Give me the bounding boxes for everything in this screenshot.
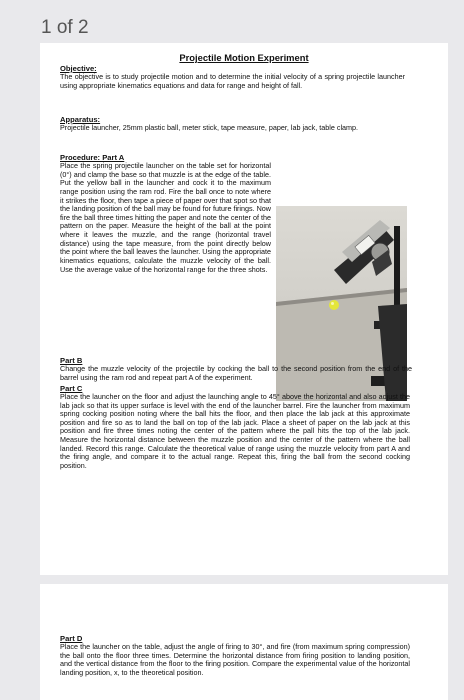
apparatus-heading: Apparatus: [60, 115, 101, 124]
part-a-heading: Procedure: Part A [60, 153, 125, 162]
document-page-2 [40, 584, 448, 700]
part-a-text: Place the spring projectile launcher on the table set for horizontal (0°) and clamp the base so that muzzle is at the edge of the table. Put the yellow ball in the launcher and cock it to the maximum range position using the ram rod. Fire the ball once to note where it strikes the floor, then tape a piece of paper over that spot so that the landing position of the ball may be found for future firings. Now fire the ball three times hitting the paper and note the center of the pattern on the paper. Measure the height of the ball at the point where it leaves the muzzle, and the range (horizontal travel distance) using the tape measure, from the point directly below the point where the ball leaves the launcher. Using the appropriate kinematics equations, calculate the muzzle velocity of the ball. Use the average value of the horizontal range for the three shots. [60, 161, 271, 274]
document-title: Projectile Motion Experiment [179, 52, 309, 63]
part-b-section [60, 356, 412, 382]
part-b-heading: Part B [60, 356, 83, 365]
part-b-text: Change the muzzle velocity of the projectile by cocking the ball to the second position from the end of the barrel using the ram rod and repeat part A of the experiment. [60, 364, 412, 382]
apparatus-section [60, 115, 405, 133]
apparatus-text: Projectile launcher, 25mm plastic ball, meter stick, tape measure, paper, lab jack, table clamp. [60, 123, 359, 132]
part-d-text: Place the launcher on the table, adjust the angle of firing to 30°, and fire (from maximum spring compression) the ball onto the floor three times. Determine the horizontal distance from firing position to landing position, and the vertical distance from the floor to the firing position. Compare the experimental value of the horizontal landing position, x, to the theoretical position. [60, 642, 410, 677]
part-c-text: Place the launcher on the floor and adjust the launching angle to 45° above the horizontal and also adjust the lab jack so that its upper surface is level with the end of the launcher barrel. Fire the launcher from maximum spring cocking position noting where the ball hits the floor, and then place the lab jack at this approximate position and fire so as to land the ball on top of the lab jack. Place a sheet of paper on the lab jack at this position and fire three times noting the center of the pattern where the pall hits the top of the lab jack. Measure the horizontal distance between the muzzle position and the center of the pattern where the ball landed. Record this range. Calculate the theoretical value of range using the muzzle velocity from part A and the firing angle, and compare it to the actual range. Repeat this, firing the ball from the second cocking position. [60, 392, 410, 470]
objective-text: The objective is to study projectile motion and to determine the initial velocity of a spring projectile launcher using appropriate kinematics equations and data for range and height of fall. [60, 72, 405, 90]
document-page-1 [40, 43, 448, 575]
part-d-section [60, 634, 410, 677]
objective-section [60, 64, 405, 90]
page-counter: 1 of 2 [41, 17, 89, 38]
part-c-section [60, 384, 410, 470]
part-d-heading: Part D [60, 634, 83, 643]
objective-heading: Objective: [60, 64, 97, 73]
part-c-heading: Part C [60, 384, 83, 393]
